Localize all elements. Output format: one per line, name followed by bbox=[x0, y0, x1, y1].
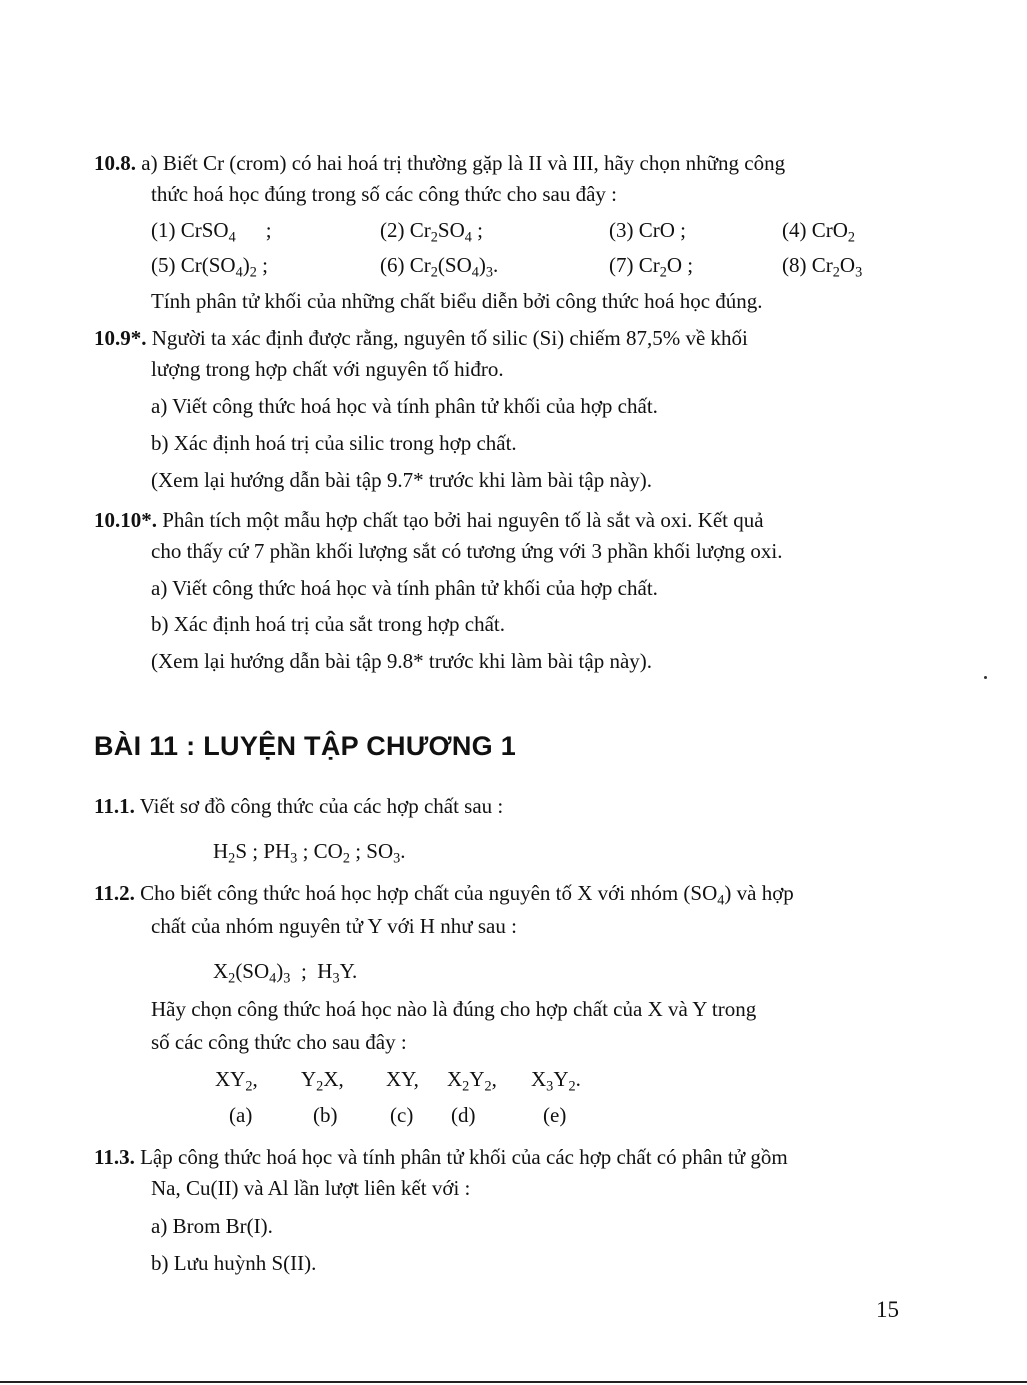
exercise-10-9-line1 bbox=[94, 325, 748, 351]
option-label-c: (c) bbox=[390, 1103, 414, 1127]
exercise-text: Tính phân tử khối của những chất biểu diễn bởi công thức hoá học đúng. bbox=[151, 289, 763, 313]
option-label-d: (d) bbox=[451, 1103, 476, 1127]
option-a: $XY_2$, bbox=[215, 1067, 258, 1095]
formula-2: (2) $Cr_2SO_4$ ; bbox=[380, 218, 483, 246]
exercise-10-8-line1 bbox=[94, 150, 785, 176]
exercise-text: số các công thức cho sau đây : bbox=[151, 1030, 407, 1054]
exercise-text: Cho biết công thức hoá học hợp chất của nguyên tố X với nhóm (SO bbox=[140, 881, 718, 905]
exercise-part-b: b) Lưu huỳnh S(II). bbox=[151, 1251, 317, 1275]
exercise-part-a: a) Viết công thức hoá học và tính phân tử khối của hợp chất. bbox=[151, 576, 658, 600]
page-edge-line bbox=[0, 1381, 1027, 1383]
formula-6: (6) $Cr_2(SO_4)_3$. bbox=[380, 253, 499, 281]
section-heading: BÀI 11 : LUYỆN TẬP CHƯƠNG 1 bbox=[94, 731, 517, 761]
exercise-text: Viết sơ đồ công thức của các hợp chất sau : bbox=[139, 794, 504, 818]
exercise-number: 10.9*. bbox=[94, 326, 147, 350]
option-e: $X_3Y_2$. bbox=[531, 1067, 581, 1095]
exercise-text: Lập công thức hoá học và tính phân tử khối của các hợp chất có phân tử gồm bbox=[140, 1145, 788, 1169]
exercise-text: lượng trong hợp chất với nguyên tố hiđro. bbox=[151, 357, 504, 381]
formula-8: (8) $Cr_2O_3$ bbox=[782, 253, 863, 281]
exercise-text: thức hoá học đúng trong số các công thức cho sau đây : bbox=[151, 182, 617, 206]
option-d: $X_2Y_2$, bbox=[447, 1067, 497, 1095]
formula-list: $X_2(SO_4)_3$ ; $H_3Y$. bbox=[213, 959, 358, 987]
exercise-text: Na, Cu(II) và Al lần lượt liên kết với : bbox=[151, 1176, 471, 1200]
option-c: XY, bbox=[386, 1067, 419, 1091]
formula-5: (5) $Cr(SO_4)_2$ ; bbox=[151, 253, 268, 281]
exercise-number: 11.1. bbox=[94, 794, 135, 818]
exercise-number: 11.3. bbox=[94, 1145, 135, 1169]
option-label-e: (e) bbox=[543, 1103, 567, 1127]
exercise-note: (Xem lại hướng dẫn bài tập 9.7* trước khi làm bài tập này). bbox=[151, 468, 653, 492]
exercise-number: 11.2. bbox=[94, 881, 135, 905]
option-label-a: (a) bbox=[229, 1103, 253, 1127]
exercise-text: a) Biết Cr (crom) có hai hoá trị thường gặp là II và III, hãy chọn những công bbox=[141, 151, 786, 175]
scan-dot bbox=[984, 676, 987, 679]
option-label-b: (b) bbox=[313, 1103, 338, 1127]
formula-4: (4) CrO$_2$ bbox=[782, 218, 856, 246]
formula-1: (1) CrSO$_4$ ; bbox=[151, 218, 272, 246]
exercise-text: chất của nhóm nguyên tử Y với H như sau : bbox=[151, 914, 517, 938]
exercise-part-b: b) Xác định hoá trị của sắt trong hợp chất. bbox=[151, 612, 505, 636]
exercise-number: 10.10*. bbox=[94, 508, 157, 532]
exercise-text: Người ta xác định được rằng, nguyên tố silic (Si) chiếm 87,5% về khối bbox=[151, 326, 748, 350]
exercise-text: Phân tích một mẫu hợp chất tạo bởi hai nguyên tố là sắt và oxi. Kết quả bbox=[162, 508, 764, 532]
exercise-11-3-line1 bbox=[94, 1144, 788, 1170]
option-b: $Y_2X$, bbox=[301, 1067, 344, 1095]
exercise-part-a: a) Viết công thức hoá học và tính phân tử khối của hợp chất. bbox=[151, 394, 658, 418]
formula-3: (3) CrO ; bbox=[609, 218, 686, 242]
exercise-number: 10.8. bbox=[94, 151, 136, 175]
exercise-11-1-line1 bbox=[94, 793, 503, 819]
exercise-11-2-line1: 11.2. Cho biết công thức hoá học hợp chất của nguyên tố X với nhóm $(SO_4)$ và hợp bbox=[94, 881, 794, 909]
formula-7: (7) $Cr_2O$ ; bbox=[609, 253, 694, 281]
formula-list: $H_2S$ ; $PH_3$ ; $CO_2$ ; $SO_3$. bbox=[213, 839, 406, 867]
exercise-part-a: a) Brom Br(I). bbox=[151, 1214, 273, 1238]
exercise-text: cho thấy cứ 7 phần khối lượng sắt có tương ứng với 3 phần khối lượng oxi. bbox=[151, 539, 783, 563]
page-number: 15 bbox=[876, 1297, 899, 1322]
exercise-text: Hãy chọn công thức hoá học nào là đúng cho hợp chất của X và Y trong bbox=[151, 997, 757, 1021]
exercise-note: (Xem lại hướng dẫn bài tập 9.8* trước khi làm bài tập này). bbox=[151, 649, 653, 673]
exercise-10-10-line1 bbox=[94, 507, 764, 533]
exercise-part-b: b) Xác định hoá trị của silic trong hợp chất. bbox=[151, 431, 517, 455]
